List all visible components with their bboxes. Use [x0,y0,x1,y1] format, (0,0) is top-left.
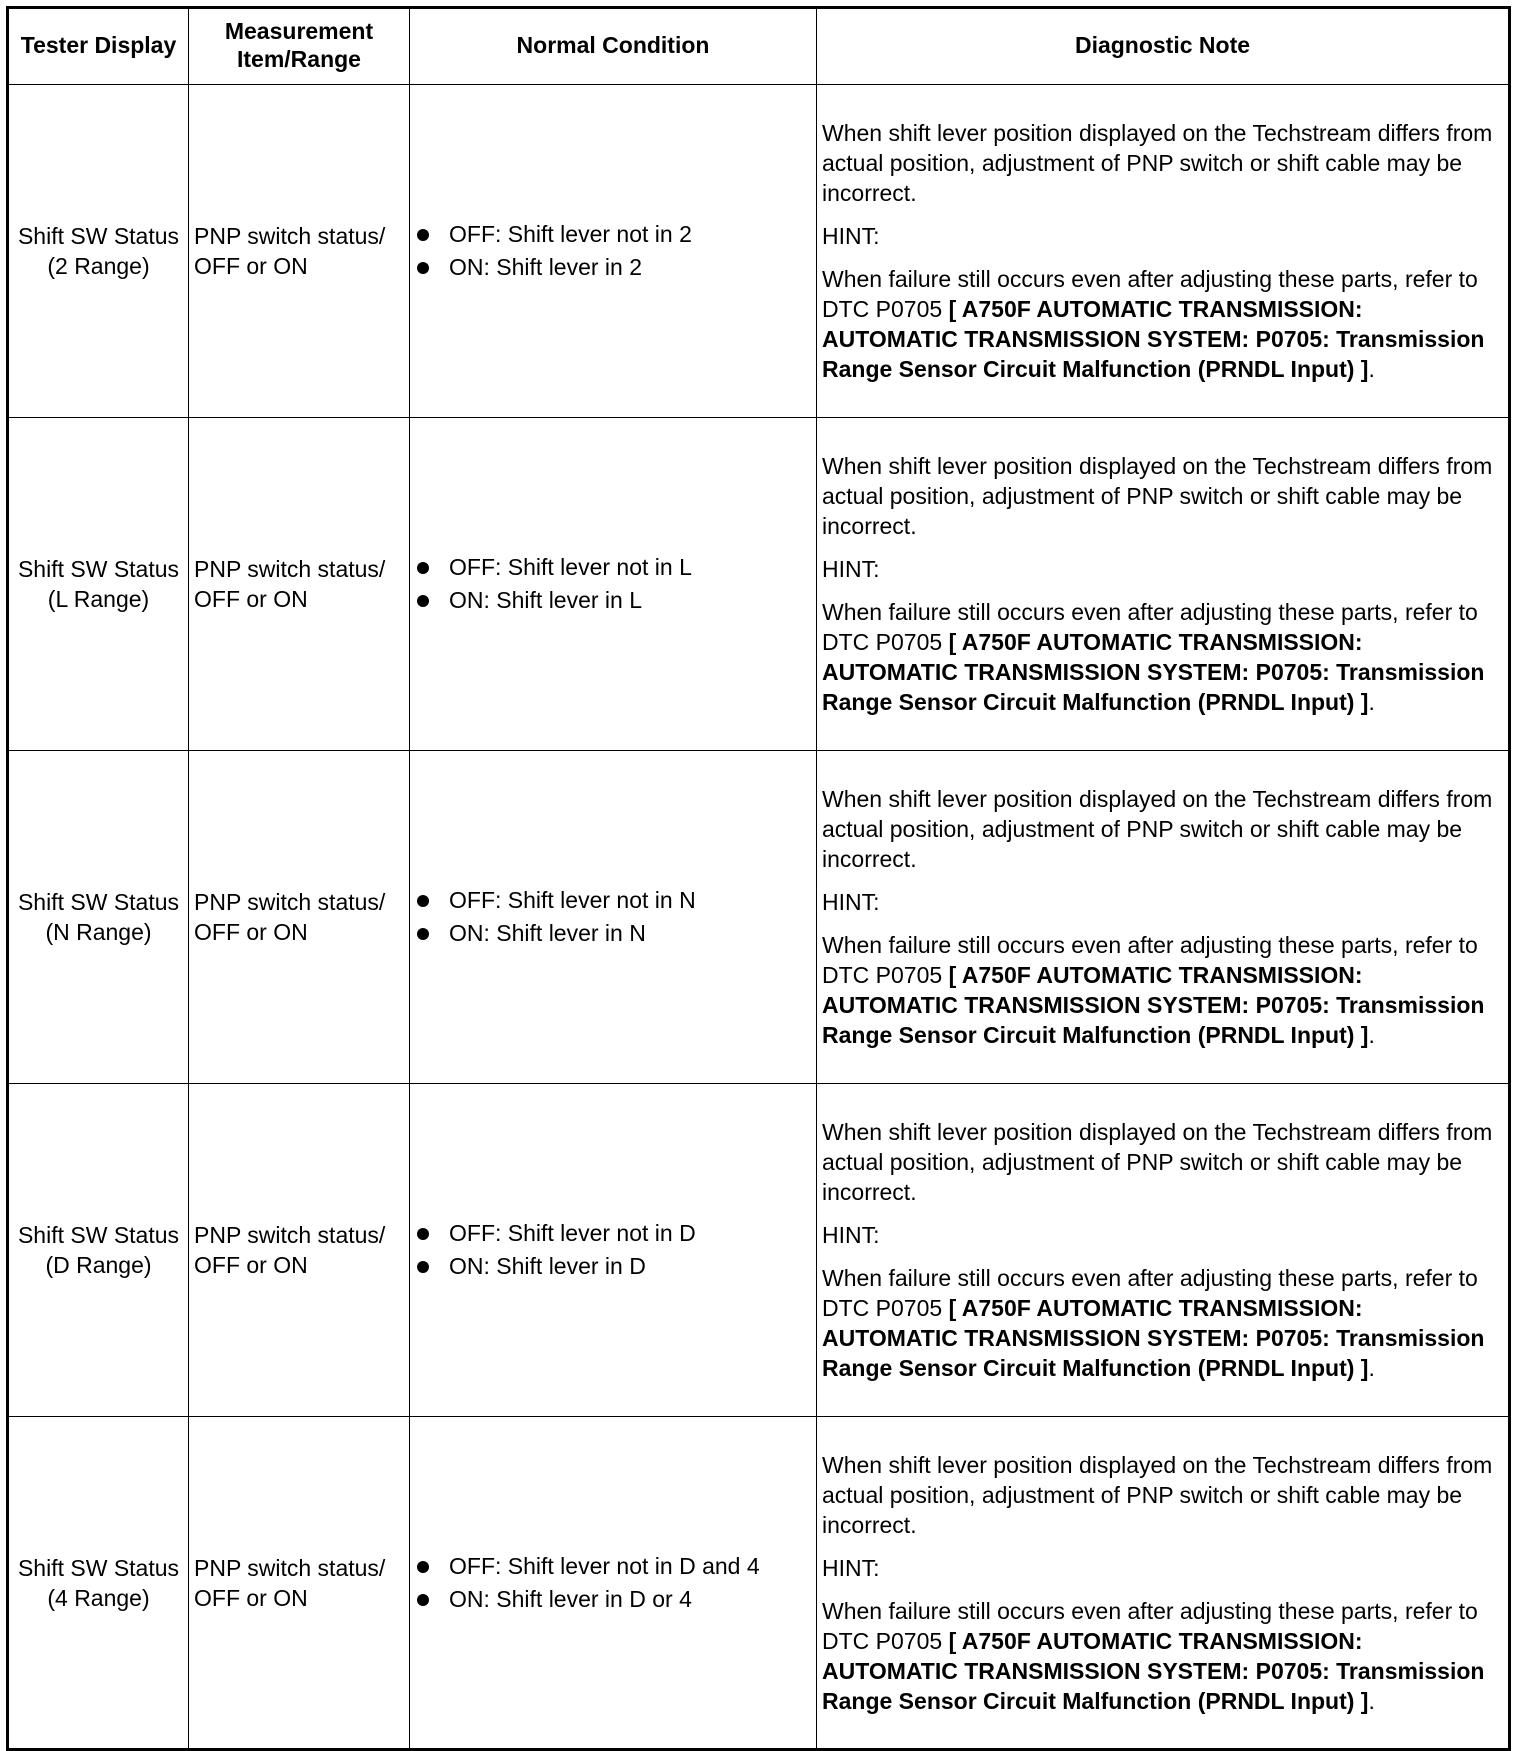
diagnostic-note-cell [817,1084,1510,1417]
normal-condition-cell [410,1084,817,1417]
normal-condition-text: OFF: Shift lever not in L [449,554,692,580]
tester-display-cell: Shift SW Status (N Range) [8,751,189,1084]
note-failure-paragraph [822,597,1503,717]
note-failure-text: When failure still occurs even after adjusting these parts, refer to DTC P0705 [822,266,1478,322]
diagnostic-note-cell [817,1417,1510,1750]
table-body [8,85,1510,1750]
measurement-cell: PNP switch status/ OFF or ON [189,1084,410,1417]
bullet-icon [417,1561,429,1573]
measurement-cell: PNP switch status/ OFF or ON [189,85,410,418]
normal-condition-cell [410,85,817,418]
normal-condition-item [415,1550,811,1583]
normal-condition-list [415,1550,811,1616]
table-row [8,751,1510,1084]
bullet-icon [417,895,429,907]
normal-condition-item [415,1217,811,1250]
bullet-icon [417,1594,429,1606]
table-row [8,1084,1510,1417]
note-intro: When shift lever position displayed on the Techstream differs from actual position, adjustment of PNP switch or shift cable may be incorrect. [822,1451,1493,1538]
dtc-reference-link[interactable]: [ A750F AUTOMATIC TRANSMISSION: AUTOMATIC TRANSMISSION SYSTEM: P0705: Transmission Range Sensor Circuit Malfunction (PRNDL Input) ] [822,629,1485,715]
normal-condition-text: ON: Shift lever in D [449,1253,646,1279]
table-row [8,1417,1510,1750]
header-diagnostic-note: Diagnostic Note [817,8,1510,85]
diagnostic-note-cell [817,85,1510,418]
measurement-cell: PNP switch status/ OFF or ON [189,751,410,1084]
bullet-icon [417,229,429,241]
note-intro: When shift lever position displayed on the Techstream differs from actual position, adjustment of PNP switch or shift cable may be incorrect. [822,786,1493,872]
normal-condition-cell [410,418,817,751]
header-measurement: Measurement Item/Range [189,8,410,85]
normal-condition-text: OFF: Shift lever not in D [449,1220,696,1246]
normal-condition-text: ON: Shift lever in N [449,920,646,946]
normal-condition-item [415,1583,811,1616]
note-hint: HINT: [822,223,880,249]
table-header [8,8,1510,85]
dtc-reference-link[interactable]: [ A750F AUTOMATIC TRANSMISSION: AUTOMATIC TRANSMISSION SYSTEM: P0705: Transmission Range Sensor Circuit Malfunction (PRNDL Input) ] [822,296,1485,382]
tester-display-cell: Shift SW Status (L Range) [8,418,189,751]
table-row [8,418,1510,751]
diagnostic-note-cell [817,751,1510,1084]
dtc-reference-link[interactable]: [ A750F AUTOMATIC TRANSMISSION: AUTOMATIC TRANSMISSION SYSTEM: P0705: Transmission Range Sensor Circuit Malfunction (PRNDL Input) ] [822,1295,1485,1381]
note-intro: When shift lever position displayed on the Techstream differs from actual position, adjustment of PNP switch or shift cable may be incorrect. [822,120,1493,206]
note-end: . [1368,689,1375,715]
normal-condition-text: OFF: Shift lever not in D and 4 [449,1552,760,1579]
dtc-reference-link[interactable]: [ A750F AUTOMATIC TRANSMISSION: AUTOMATIC TRANSMISSION SYSTEM: P0705: Transmission Range Sensor Circuit Malfunction (PRNDL Input) ] [822,1627,1485,1714]
note-hint: HINT: [822,1222,880,1248]
note-end: . [1368,356,1375,382]
header-row [8,8,1510,85]
header-tester-display: Tester Display [8,8,189,85]
note-hint: HINT: [822,556,880,582]
normal-condition-item [415,917,811,950]
note-end: . [1368,1022,1375,1048]
normal-condition-item [415,584,811,617]
note-failure-text: When failure still occurs even after adjusting these parts, refer to DTC P0705 [822,1265,1478,1321]
bullet-icon [417,595,429,607]
measurement-cell: PNP switch status/ OFF or ON [189,1417,410,1750]
note-failure-text: When failure still occurs even after adjusting these parts, refer to DTC P0705 [822,1597,1478,1654]
normal-condition-item [415,1250,811,1283]
bullet-icon [417,562,429,574]
measurement-cell: PNP switch status/ OFF or ON [189,418,410,751]
note-failure-paragraph [822,264,1503,384]
normal-condition-list [415,218,811,284]
tester-display-cell: Shift SW Status (D Range) [8,1084,189,1417]
normal-condition-list [415,551,811,617]
normal-condition-list [415,884,811,950]
note-intro: When shift lever position displayed on the Techstream differs from actual position, adjustment of PNP switch or shift cable may be incorrect. [822,1119,1493,1205]
normal-condition-text: OFF: Shift lever not in 2 [449,221,692,247]
diagnostic-note-cell [817,418,1510,751]
bullet-icon [417,1228,429,1240]
bullet-icon [417,1261,429,1273]
normal-condition-text: ON: Shift lever in 2 [449,254,643,280]
note-hint: HINT: [822,889,880,915]
normal-condition-cell [410,1417,817,1750]
note-failure-paragraph [822,930,1503,1050]
data-list-table [6,6,1511,1751]
note-failure-paragraph [822,1263,1503,1383]
normal-condition-item [415,884,811,917]
header-normal-condition: Normal Condition [410,8,817,85]
normal-condition-item [415,218,811,251]
normal-condition-text: ON: Shift lever in L [449,587,643,613]
normal-condition-text: ON: Shift lever in D or 4 [449,1585,692,1612]
table-row [8,85,1510,418]
note-failure-text: When failure still occurs even after adjusting these parts, refer to DTC P0705 [822,599,1478,655]
note-end: . [1368,1687,1375,1714]
note-intro: When shift lever position displayed on the Techstream differs from actual position, adjustment of PNP switch or shift cable may be incorrect. [822,453,1493,539]
tester-display-cell: Shift SW Status (4 Range) [8,1417,189,1750]
note-end: . [1368,1355,1375,1381]
note-failure-paragraph [822,1596,1503,1716]
tester-display-cell: Shift SW Status (2 Range) [8,85,189,418]
note-failure-text: When failure still occurs even after adjusting these parts, refer to DTC P0705 [822,932,1478,988]
bullet-icon [417,928,429,940]
normal-condition-item [415,551,811,584]
normal-condition-item [415,251,811,284]
dtc-reference-link[interactable]: [ A750F AUTOMATIC TRANSMISSION: AUTOMATIC TRANSMISSION SYSTEM: P0705: Transmission Range Sensor Circuit Malfunction (PRNDL Input) ] [822,962,1485,1048]
normal-condition-text: OFF: Shift lever not in N [449,887,696,913]
normal-condition-cell [410,751,817,1084]
normal-condition-list [415,1217,811,1283]
bullet-icon [417,262,429,274]
note-hint: HINT: [822,1554,880,1581]
